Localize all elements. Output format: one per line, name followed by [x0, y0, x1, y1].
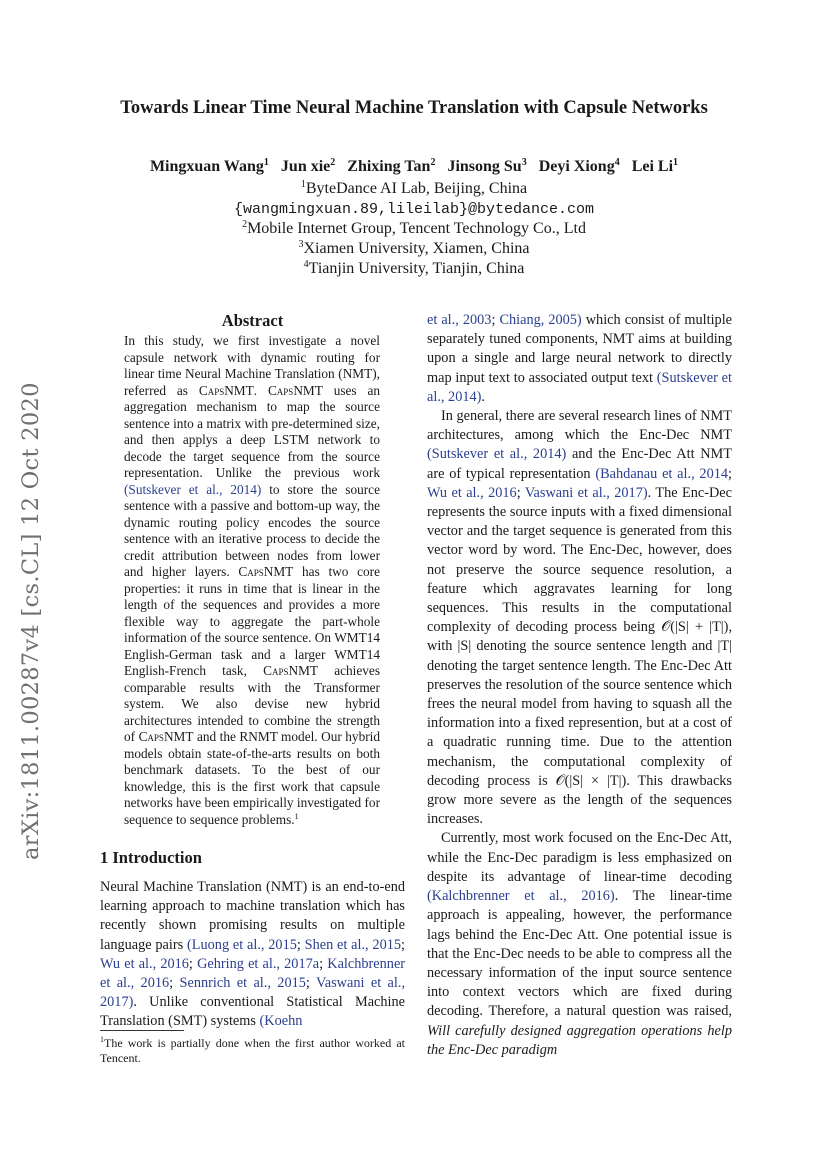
author-list [100, 158, 728, 176]
abstract-system-name: CapsNMT [267, 382, 323, 398]
author-affil-mark: 1 [263, 157, 269, 168]
math-expression: |S| [457, 638, 472, 655]
citation-link[interactable]: Kalchbrenner et al., 2016 [100, 955, 406, 992]
affiliation-4 [100, 259, 728, 279]
separator: ; [728, 465, 733, 482]
introduction-heading: 1 Introduction [100, 848, 202, 867]
body-text: In general, there are several research lines of NMT architectures, among which the Enc-Dec NMT [427, 408, 732, 444]
body-paragraph [427, 829, 732, 1059]
separator: ; [491, 312, 500, 328]
citation-link[interactable]: et al., 2003 [427, 312, 492, 328]
citation-link[interactable]: (Kalchbrenner et al., 2016) [427, 888, 615, 905]
abstract-text: to store the source sentence with a passive and bottom-up way, the dynamic routing policy encodes the source sentence with an iterative process to decide the credit attribution between nodes from lower and higher layers. [124, 481, 380, 579]
body-text: and the Enc-Dec Att NMT are of typical representation [427, 446, 732, 482]
body-paragraph [427, 407, 732, 829]
author-name: Mingxuan Wang [149, 158, 264, 175]
citation-link[interactable]: (Luong et al., 2015 [187, 936, 297, 953]
author-email: {wangmingxuan.89,lileilab}@bytedance.com [233, 201, 595, 218]
right-column-body [427, 311, 732, 1060]
body-paragraph [427, 311, 732, 407]
affil-mark: 2 [242, 219, 248, 230]
abstract-text: and the RNMT model. Our hybrid models obtain state-of-the-arts results on both benchmark datasets. To the best of our knowledge, this is the first work that capsule networks have been empirically investigated for sequence to sequence problems. [124, 729, 380, 827]
author-affil-mark: 2 [430, 157, 436, 168]
author-name: Deyi Xiong [538, 158, 615, 175]
italic-question: Will carefully designed aggregation operations help the Enc-Dec paradigm [427, 1022, 732, 1058]
intro-paragraph [100, 878, 405, 1032]
abstract-system-name: CapsNMT [198, 382, 254, 398]
footnote-number: 1 [100, 1035, 104, 1044]
affil-text: Tianjin University, Tianjin, China [308, 260, 525, 277]
separator: ; [401, 936, 406, 953]
abstract-system-name: CapsNMT [138, 729, 194, 744]
body-text: denoting the source sentence length and [471, 638, 718, 655]
body-text: . The Enc-Dec represents the source inputs with a fixed dimensional vector and the target sequence is generated from this vector word by word. The Enc-Dec, however, does not preserve the source sequence resolution, a feature which aggravates learning for long sequences. This results in the computational complexity of decoding process being [427, 484, 732, 636]
abstract-heading: Abstract [221, 311, 284, 330]
footnote-divider [100, 1030, 184, 1031]
author-affil-mark: 1 [673, 157, 679, 168]
affil-text: Mobile Internet Group, Tencent Technology Co., Ltd [247, 220, 586, 237]
affil-text: Xiamen University, Xiamen, China [303, 240, 530, 257]
footnote [100, 1036, 405, 1066]
citation-link[interactable]: (Koehn [259, 1013, 303, 1030]
abstract-text: has two core properties: it runs in time that is linear in the length of the sequences and provides a more flexible way to aggregate the part-whole information of the source sentence. On WMT14 English-German task and a larger WMT14 English-French task, [124, 564, 380, 678]
citation-link[interactable]: (Sutskever et al., 2014) [427, 446, 567, 463]
math-expression: 𝒪(|S| + |T|) [661, 619, 729, 636]
arxiv-identifier: arXiv:1811.00287v4 [cs.CL] 12 Oct 2020 [18, 382, 44, 860]
author-name: Jun xie [280, 158, 331, 175]
body-text: . The linear-time approach is appealing, however, the performance lags behind the Enc-Dec Att. One potential issue is that the Enc-Dec needs to be able to compress all the necessary information of the input source sentence into context vectors which are fixed during decoding. Therefore, a natural question was raised, [427, 888, 733, 1020]
citation-link[interactable]: (Sutskever et al., 2014) [124, 481, 262, 497]
footnote-marker[interactable]: 1 [294, 811, 299, 821]
separator: ; [319, 955, 328, 972]
author-name: Jinsong Su [447, 158, 522, 175]
separator: ; [188, 955, 198, 972]
abstract-system-name: CapsNMT [263, 663, 319, 678]
abstract-body [124, 333, 380, 828]
separator: ; [305, 975, 317, 992]
citation-link[interactable]: Vaswani et al., 2017) [524, 484, 648, 501]
body-text: denoting the target sentence length. The Enc-Dec Att preserves the resolution of the source sentence which frees the neural model from having to squash all the information into a fixed represention, but at a cost of a quadratic running time. Due to the attention mechanism, the computational complexity of decoding process is [427, 657, 732, 789]
body-text: . [481, 388, 485, 405]
abstract-system-name: CapsNMT [238, 564, 294, 579]
body-text: . This drawbacks grow more severe as the length of the sequences increases. [427, 772, 732, 828]
author-affil-mark: 4 [614, 157, 620, 168]
body-text: Neural Machine Translation (NMT) is an end-to-end learning approach to machine translation which has recently shown promising results on multiple language pairs [100, 879, 405, 953]
citation-link[interactable]: Gehring et al., 2017a [197, 955, 320, 972]
separator: ; [296, 936, 305, 953]
separator: ; [169, 975, 180, 992]
paper-title: Towards Linear Time Neural Machine Translation with Capsule Networks [120, 98, 708, 118]
abstract-text: In this study, we first investigate a novel capsule network with dynamic routing for linear time Neural Machine Translation (NMT), referred as [124, 333, 380, 398]
citation-link[interactable]: Chiang, 2005) [499, 312, 582, 328]
citation-link[interactable]: Sennrich et al., 2015 [179, 975, 306, 992]
body-text: . Unlike conventional Statistical Machine Translation (SMT) systems [100, 994, 405, 1030]
body-text: , with [427, 619, 733, 655]
affiliation-3 [100, 239, 728, 259]
author-name: Zhixing Tan [347, 158, 431, 175]
body-text: which consist of multiple separately tuned components, NMT aims at building upon a single and large neural network to directly map input text to associated output text [427, 312, 733, 386]
affil-mark: 4 [303, 259, 309, 270]
abstract-text: achieves comparable results with the Transformer system. We also devise new hybrid architectures intended to combine the strength of [124, 663, 380, 744]
citation-link[interactable]: Vaswani et al., 2017) [100, 975, 406, 1011]
citation-link[interactable]: Wu et al., 2016 [427, 484, 517, 501]
author-name: Lei Li [631, 158, 674, 175]
citation-link[interactable]: Wu et al., 2016 [100, 955, 189, 972]
math-expression: 𝒪(|S| × |T|) [555, 772, 627, 789]
affil-mark: 1 [300, 179, 306, 190]
left-column-body [100, 878, 405, 1032]
citation-link[interactable]: (Bahdanau et al., 2014 [595, 465, 729, 482]
affiliation-2 [100, 219, 728, 239]
footnote-text: The work is partially done when the first author worked at Tencent. [100, 1036, 405, 1065]
abstract-text: . [253, 382, 268, 398]
separator: ; [516, 484, 525, 501]
body-text: Currently, most work focused on the Enc-Dec Att, while the Enc-Dec paradigm is less emphasized on despite its advantage of linear-time decoding [427, 830, 732, 885]
affiliation-1 [100, 179, 728, 199]
citation-link[interactable]: (Sutskever et al., 2014) [427, 369, 732, 405]
math-expression: |T| [717, 638, 732, 655]
affil-mark: 3 [298, 239, 304, 250]
author-affil-mark: 2 [330, 157, 336, 168]
abstract-text: uses an aggregation mechanism to map the source sentence into a matrix with pre-determined size, and then applys a deep LSTM network to decode the target sequence from the source representation. Unlike the previous work [124, 382, 380, 480]
author-affil-mark: 3 [521, 157, 527, 168]
citation-link[interactable]: Shen et al., 2015 [304, 936, 402, 953]
affil-text: ByteDance AI Lab, Beijing, China [305, 180, 528, 197]
